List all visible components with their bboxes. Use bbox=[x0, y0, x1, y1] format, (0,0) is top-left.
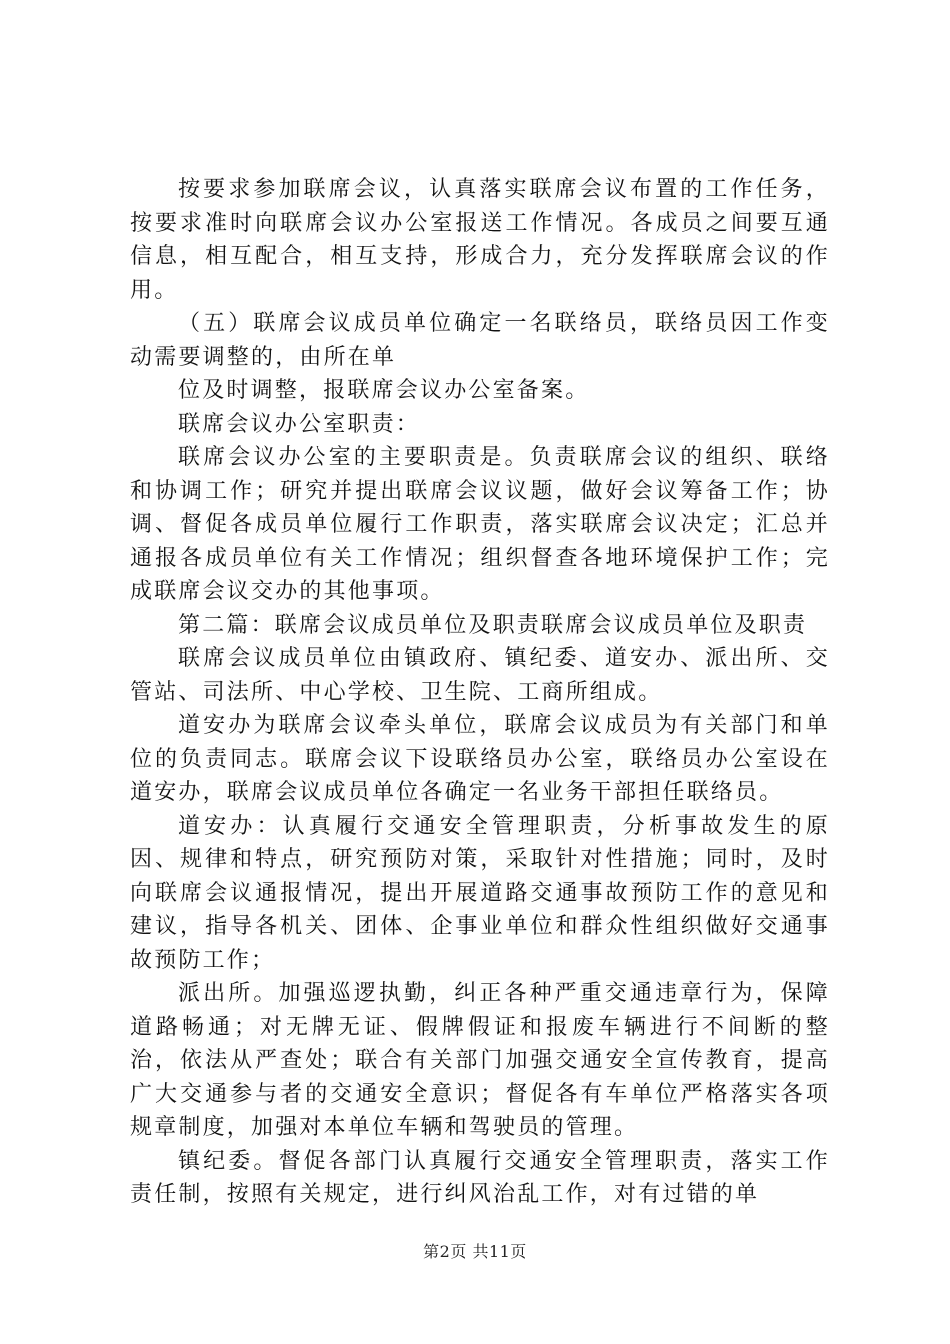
document-body bbox=[130, 173, 830, 1212]
paragraph-4: 联席会议办公室职责： bbox=[178, 411, 421, 437]
paragraph-11: 镇纪委。督促各部门认真履行交通安全管理职责，落实工作责任制，按照有关规定，进行纠风治乱工作，对有过错的单 bbox=[130, 1148, 830, 1207]
paragraph-1: 按要求参加联席会议，认真落实联席会议布置的工作任务，按要求准时向联席会议办公室报送工作情况。各成员之间要互通信息，相互配合，相互支持，形成合力，充分发挥联席会议的作用。 bbox=[130, 177, 830, 303]
paragraph-9: 道安办：认真履行交通安全管理职责，分析事故发生的原因、规律和特点，研究预防对策，采取针对性措施；同时，及时向联席会议通报情况，提出开展道路交通事故预防工作的意见和建议，指导各机关、团体、企事业单位和群众性组织做好交通事故预防工作； bbox=[130, 813, 830, 973]
paragraph-7: 联席会议成员单位由镇政府、镇纪委、道安办、派出所、交管站、司法所、中心学校、卫生院、工商所组成。 bbox=[130, 646, 830, 705]
paragraph-3: 位及时调整，报联席会议办公室备案。 bbox=[178, 378, 590, 403]
paragraph-5: 联席会议办公室的主要职责是。负责联席会议的组织、联络和协调工作；研究并提出联席会议议题，做好会议筹备工作；协调、督促各成员单位履行工作职责，落实联席会议决定；汇总并通报各成员单位有关工作情况；组织督查各地环境保护工作；完成联席会议交办的其他事项。 bbox=[130, 445, 830, 604]
paragraph-10: 派出所。加强巡逻执勤，纠正各种严重交通违章行为，保障道路畅通；对无牌无证、假牌假证和报废车辆进行不间断的整治，依法从严查处；联合有关部门加强交通安全宣传教育，提高广大交通参与者的交通安全意识；督促各有车单位严格落实各项规章制度，加强对本单位车辆和驾驶员的管理。 bbox=[130, 981, 830, 1140]
paragraph-2: （五）联席会议成员单位确定一名联络员，联络员因工作变动需要调整的，由所在单 bbox=[130, 311, 830, 370]
paragraph-8: 道安办为联席会议牵头单位，联席会议成员为有关部门和单位的负责同志。联席会议下设联络员办公室，联络员办公室设在道安办，联席会议成员单位各确定一名业务干部担任联络员。 bbox=[130, 713, 830, 805]
section-heading: 第二篇：联席会议成员单位及职责联席会议成员单位及职责 bbox=[178, 612, 808, 638]
page-number: 第2页 共11页 bbox=[423, 1242, 527, 1261]
